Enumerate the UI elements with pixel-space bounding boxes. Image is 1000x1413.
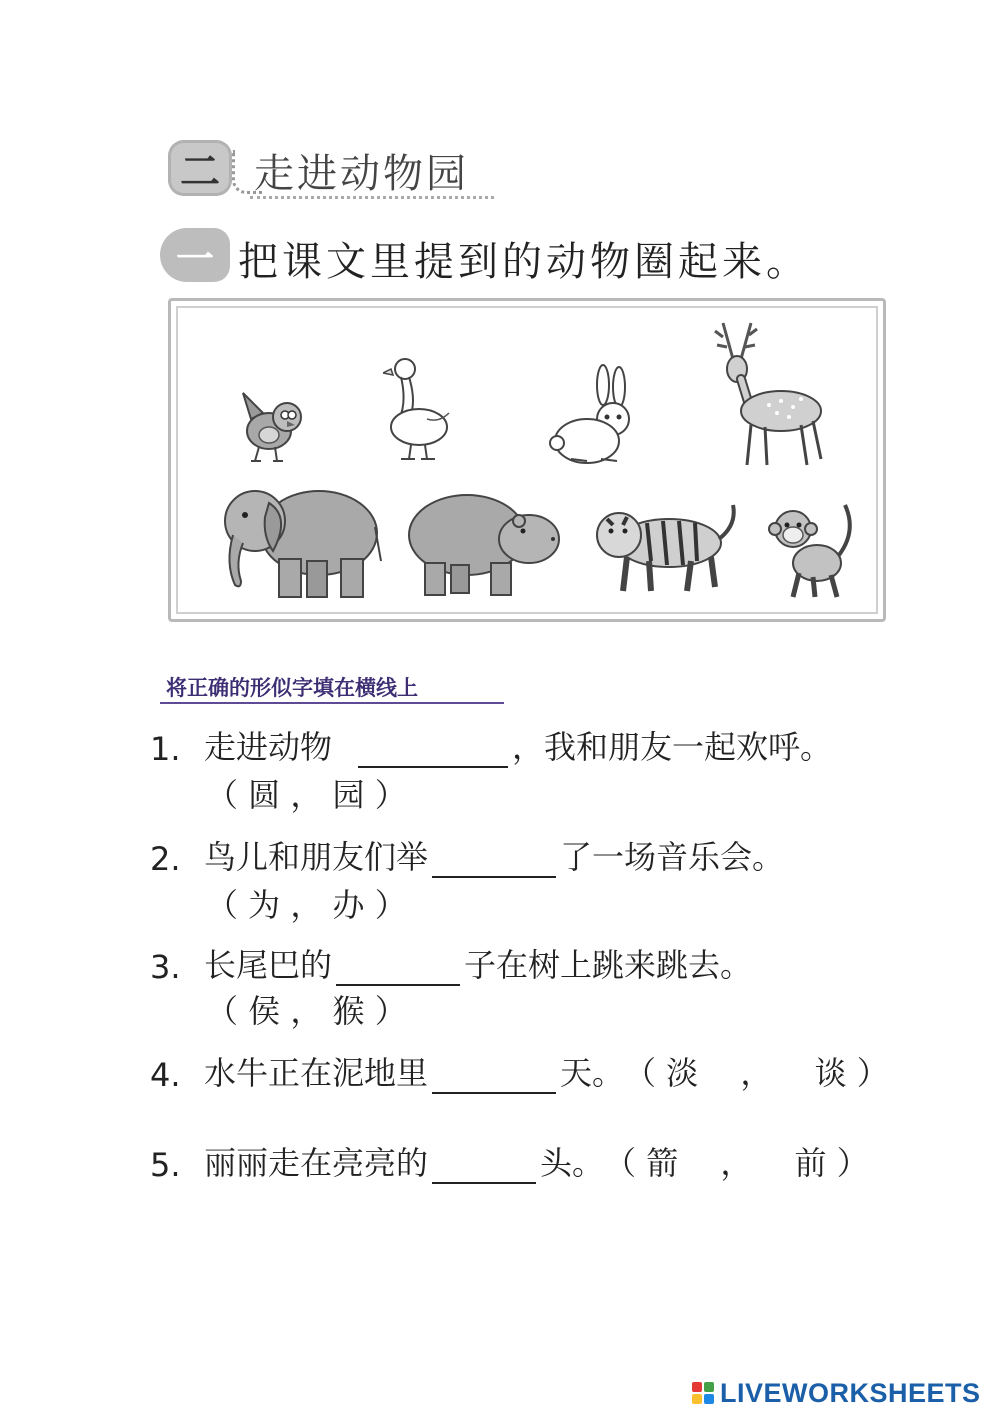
question-text-before: 水牛正在泥地里 (204, 1054, 429, 1092)
question-text-after: 子在树上跳来跳去。 (464, 946, 753, 984)
liveworksheets-logo[interactable] (692, 1378, 981, 1409)
monkey-image[interactable] (765, 501, 861, 601)
choice-options-5: （ 箭 ， 前 ） (604, 1144, 869, 1182)
logo-square (704, 1382, 714, 1392)
question-3 (150, 940, 752, 986)
rabbit-image[interactable] (547, 363, 647, 469)
lesson-title: 走进动物园 (254, 151, 469, 197)
question-text-after: 头。 (540, 1144, 605, 1182)
logo-square (692, 1382, 702, 1392)
question-text-before: 走进动物 (204, 728, 333, 766)
logo-square (704, 1394, 714, 1404)
question-number: 2. (150, 840, 181, 878)
answer-blank-3[interactable] (336, 956, 460, 986)
lesson-number-badge: 二 (168, 140, 232, 196)
deer-image[interactable] (711, 319, 831, 469)
exercise-instruction: 把课文里提到的动物圈起来。 (238, 239, 810, 285)
question-1 (150, 722, 832, 768)
liveworksheets-logo-text: LIVEWORKSHEETS (720, 1378, 981, 1408)
question-2 (150, 832, 784, 878)
question-text-before: 长尾巴的 (204, 946, 333, 984)
fill-in-heading-underline (160, 702, 504, 704)
answer-blank-2[interactable] (432, 848, 556, 878)
question-text-before: 鸟儿和朋友们举 (204, 838, 429, 876)
lesson-title-underline (250, 196, 494, 199)
answer-blank-4[interactable] (432, 1064, 556, 1094)
question-text-after: 天。 (560, 1054, 625, 1092)
question-number: 1. (150, 730, 181, 768)
choice-options-3: （ 侯 ， 猴 ） (206, 992, 407, 1030)
liveworksheets-logo-icon (692, 1382, 716, 1406)
fill-in-heading: 将正确的形似字填在横线上 (166, 675, 418, 700)
goose-image[interactable] (383, 353, 455, 465)
exercise-number-badge: 一 (160, 228, 230, 282)
question-text-before: 丽丽走在亮亮的 (204, 1144, 429, 1182)
question-number: 5. (150, 1146, 181, 1184)
bird-image[interactable] (229, 383, 307, 465)
question-4 (150, 1048, 889, 1094)
tiger-image[interactable] (587, 495, 739, 595)
answer-blank-1[interactable] (358, 738, 508, 768)
question-number: 3. (150, 948, 181, 986)
animal-picture-frame (168, 298, 886, 622)
question-text-after: ，我和朋友一起欢呼。 (512, 728, 833, 766)
logo-square (692, 1394, 702, 1404)
choice-options-2: （ 为 ， 办 ） (206, 886, 407, 924)
elephant-image[interactable] (215, 477, 385, 601)
question-5 (150, 1138, 869, 1184)
question-number: 4. (150, 1056, 181, 1094)
answer-blank-5[interactable] (432, 1154, 536, 1184)
choice-options-1: （ 圆 ， 园 ） (206, 776, 407, 814)
hippo-image[interactable] (405, 481, 565, 597)
question-text-after: 了一场音乐会。 (560, 838, 785, 876)
choice-options-4: （ 淡 ， 谈 ） (624, 1054, 889, 1092)
